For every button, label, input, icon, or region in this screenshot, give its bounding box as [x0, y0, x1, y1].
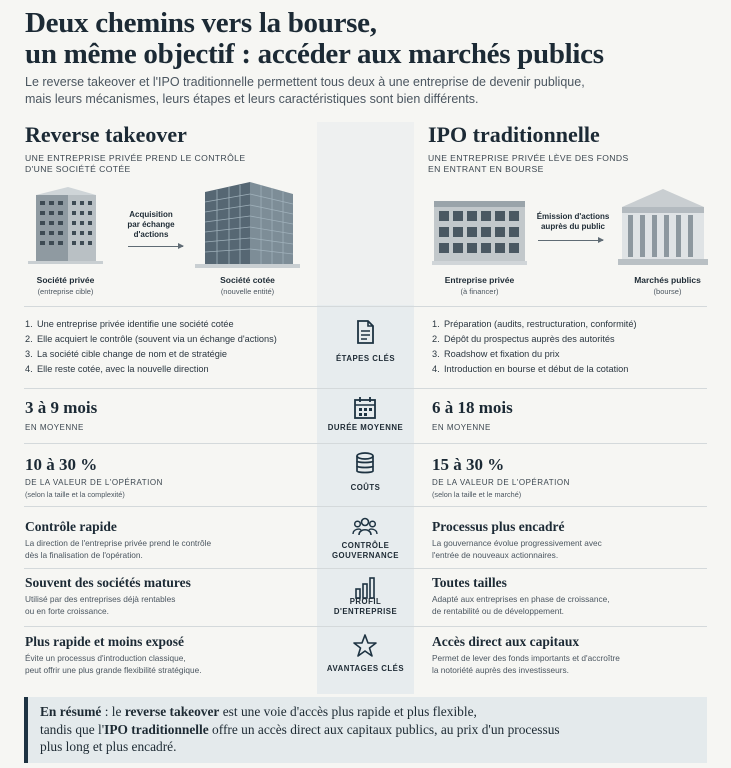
- summary-part: tandis que l': [40, 721, 105, 737]
- right-arrow-label: [526, 212, 620, 232]
- divider: [24, 443, 707, 444]
- summary-lead: En résumé: [40, 704, 102, 719]
- left-profile-desc: [25, 594, 275, 617]
- left-building-2-label: Société cotée: [220, 275, 275, 285]
- left-arrow-line-1: Acquisition: [129, 210, 173, 219]
- step-number: 4.: [25, 364, 33, 374]
- step-number: 3.: [432, 349, 440, 359]
- private-company-building-icon: [28, 185, 103, 265]
- left-advantages-heading: Plus rapide et moins exposé: [25, 634, 185, 649]
- left-profile-line-1: Utilisé par des entreprises déjà rentables: [25, 594, 176, 604]
- right-control-desc: [432, 538, 682, 561]
- profile-line-2: D'ENTREPRISE: [333, 607, 398, 616]
- right-adv-line-1: Permet de lever des fonds importants et d'accroître: [432, 653, 620, 663]
- listed-company-building-icon: [195, 180, 300, 268]
- left-building-1-sub: (entreprise cible): [37, 287, 94, 296]
- profile-label: [317, 597, 414, 617]
- left-arrow-label: [116, 210, 186, 240]
- right-duration-sub: EN MOYENNE: [432, 423, 491, 432]
- right-arrow-line-1: Émission d'actions: [536, 212, 610, 221]
- left-cost-sub: DE LA VALEUR DE L'OPÉRATION: [25, 478, 163, 487]
- summary-part: est une voie d'accès plus rapide et plus flexible,: [219, 704, 477, 719]
- calendar-icon: [351, 394, 379, 422]
- summary-part: plus long et plus encadré.: [40, 739, 177, 754]
- divider: [24, 388, 707, 389]
- step-text: La société cible change de nom et de stratégie: [37, 349, 227, 359]
- left-subtitle-line-1: UNE ENTREPRISE PRIVÉE PREND LE CONTRÔLE: [25, 153, 246, 163]
- right-cost-note: (selon la taille et le marché): [432, 490, 522, 499]
- left-column-title: Reverse takeover: [25, 122, 187, 147]
- summary-emphasis: IPO traditionnelle: [104, 721, 209, 737]
- right-building-2-sub: (bourse): [653, 287, 682, 296]
- right-column-title: IPO traditionnelle: [428, 122, 600, 147]
- subtitle-line-1: Le reverse takeover et l'IPO traditionnelle permettent tous deux à une entreprise de devenir publique,: [25, 75, 585, 89]
- private-enterprise-building-icon: [432, 195, 527, 267]
- summary-part: offre un accès direct aux capitaux publics, au prix d'un processus: [208, 721, 560, 737]
- governance-line-1: CONTRÔLE: [341, 541, 390, 550]
- costs-label: COÛTS: [350, 483, 381, 492]
- step-text: Elle acquiert le contrôle (souvent via un échange d'actions): [37, 334, 277, 344]
- right-building-1-label: Entreprise privée: [444, 275, 515, 285]
- left-arrow-line-3: d'actions: [133, 230, 169, 239]
- left-control-line-2: dès la finalisation de l'opération.: [25, 549, 143, 560]
- subtitle-line-2: mais leurs mécanismes, leurs étapes et leurs caractéristiques sont bien différents.: [25, 92, 479, 106]
- right-control-heading: Processus plus encadré: [432, 519, 565, 534]
- star-icon: [351, 632, 379, 660]
- divider: [24, 506, 707, 507]
- step-text: Elle reste cotée, avec la nouvelle direction: [37, 364, 209, 374]
- page-title: [25, 8, 604, 70]
- left-column-subtitle: [25, 153, 245, 175]
- left-profile-line-2: ou en forte croissance.: [25, 605, 109, 616]
- steps-label: ÉTAPES CLÉS: [335, 354, 396, 363]
- list-item: [432, 347, 712, 362]
- right-subtitle-line-2: EN ENTRANT EN BOURSE: [428, 164, 544, 174]
- title-line-2: un même objectif : accéder aux marchés publics: [25, 38, 604, 70]
- right-adv-line-2: la notoriété auprès des investisseurs.: [432, 664, 569, 675]
- duration-label: DURÉE MOYENNE: [327, 423, 404, 432]
- right-duration: 6 à 18 mois: [432, 398, 513, 417]
- right-building-2-label: Marchés publics: [634, 275, 701, 285]
- divider: [24, 626, 707, 627]
- right-column-subtitle: [428, 153, 629, 175]
- center-band-top: [317, 122, 414, 305]
- list-item: [25, 332, 315, 347]
- divider: [24, 306, 707, 307]
- list-item: [25, 317, 315, 332]
- right-arrow: [538, 240, 603, 241]
- governance-label: [317, 541, 414, 561]
- right-advantages-desc: [432, 653, 682, 676]
- step-number: 4.: [432, 364, 440, 374]
- step-text: Préparation (audits, restructuration, conformité): [444, 319, 637, 329]
- right-profile-desc: [432, 594, 682, 617]
- left-advantages-desc: [25, 653, 275, 676]
- left-adv-line-1: Évite un processus d'introduction classique,: [25, 653, 186, 663]
- left-duration-sub: EN MOYENNE: [25, 423, 84, 432]
- document-icon: [351, 318, 379, 346]
- right-building-1-sub: (à financer): [460, 287, 499, 296]
- list-item: [432, 362, 712, 377]
- divider: [24, 568, 707, 569]
- right-profile-line-1: Adapté aux entreprises en phase de croissance,: [432, 594, 610, 604]
- left-adv-line-2: peut offrir une plus grande flexibilité stratégique.: [25, 664, 202, 675]
- step-number: 1.: [25, 319, 33, 329]
- left-control-line-1: La direction de l'entreprise privée prend le contrôle: [25, 538, 212, 548]
- coins-icon: [351, 450, 379, 478]
- left-arrow: [128, 246, 183, 247]
- left-duration: 3 à 9 mois: [25, 398, 98, 417]
- right-subtitle-line-1: UNE ENTREPRISE PRIVÉE LÈVE DES FONDS: [428, 153, 629, 163]
- stock-exchange-building-icon: [616, 185, 711, 267]
- summary-emphasis: reverse takeover: [124, 704, 220, 719]
- summary-part: : le: [101, 704, 125, 719]
- right-profile-line-2: de rentabilité ou de développement.: [432, 605, 564, 616]
- left-building-1-label: Société privée: [36, 275, 95, 285]
- left-control-desc: [25, 538, 275, 561]
- right-advantages-heading: Accès direct aux capitaux: [432, 634, 580, 649]
- left-arrow-line-2: par échange: [127, 220, 175, 229]
- left-subtitle-line-2: D'UNE SOCIÉTÉ COTÉE: [25, 164, 131, 174]
- left-building-2-sub: (nouvelle entité): [220, 287, 275, 296]
- list-item: [432, 317, 712, 332]
- right-control-line-1: La gouvernance évolue progressivement avec: [432, 538, 602, 548]
- profile-line-1: PROFIL: [349, 597, 382, 606]
- left-profile-heading: Souvent des sociétés matures: [25, 575, 191, 590]
- right-cost-sub: DE LA VALEUR DE L'OPÉRATION: [432, 478, 570, 487]
- left-control-heading: Contrôle rapide: [25, 519, 117, 534]
- title-line-1: Deux chemins vers la bourse,: [25, 7, 377, 39]
- step-text: Introduction en bourse et début de la cotation: [444, 364, 629, 374]
- right-profile-heading: Toutes tailles: [432, 575, 507, 590]
- summary-accent-bar: [24, 697, 28, 763]
- left-cost: 10 à 30 %: [25, 455, 98, 474]
- page-subtitle: [25, 74, 625, 108]
- step-text: Dépôt du prospectus auprès des autorités: [444, 334, 615, 344]
- right-cost: 15 à 30 %: [432, 455, 505, 474]
- left-steps-list: [25, 317, 315, 377]
- advantages-label: AVANTAGES CLÉS: [326, 664, 405, 673]
- step-number: 2.: [432, 334, 440, 344]
- right-arrow-line-2: auprès du public: [540, 222, 605, 231]
- list-item: [432, 332, 712, 347]
- list-item: [25, 347, 315, 362]
- step-text: Une entreprise privée identifie une société cotée: [37, 319, 234, 329]
- summary-text: [40, 703, 700, 756]
- right-control-line-2: l'entrée de nouveaux actionnaires.: [432, 549, 559, 560]
- step-number: 3.: [25, 349, 33, 359]
- list-item: [25, 362, 315, 377]
- step-text: Roadshow et fixation du prix: [444, 349, 560, 359]
- step-number: 2.: [25, 334, 33, 344]
- right-steps-list: [432, 317, 712, 377]
- step-number: 1.: [432, 319, 440, 329]
- governance-line-2: GOUVERNANCE: [331, 551, 399, 560]
- left-cost-note: (selon la taille et la complexité): [25, 490, 125, 499]
- people-icon: [351, 514, 379, 542]
